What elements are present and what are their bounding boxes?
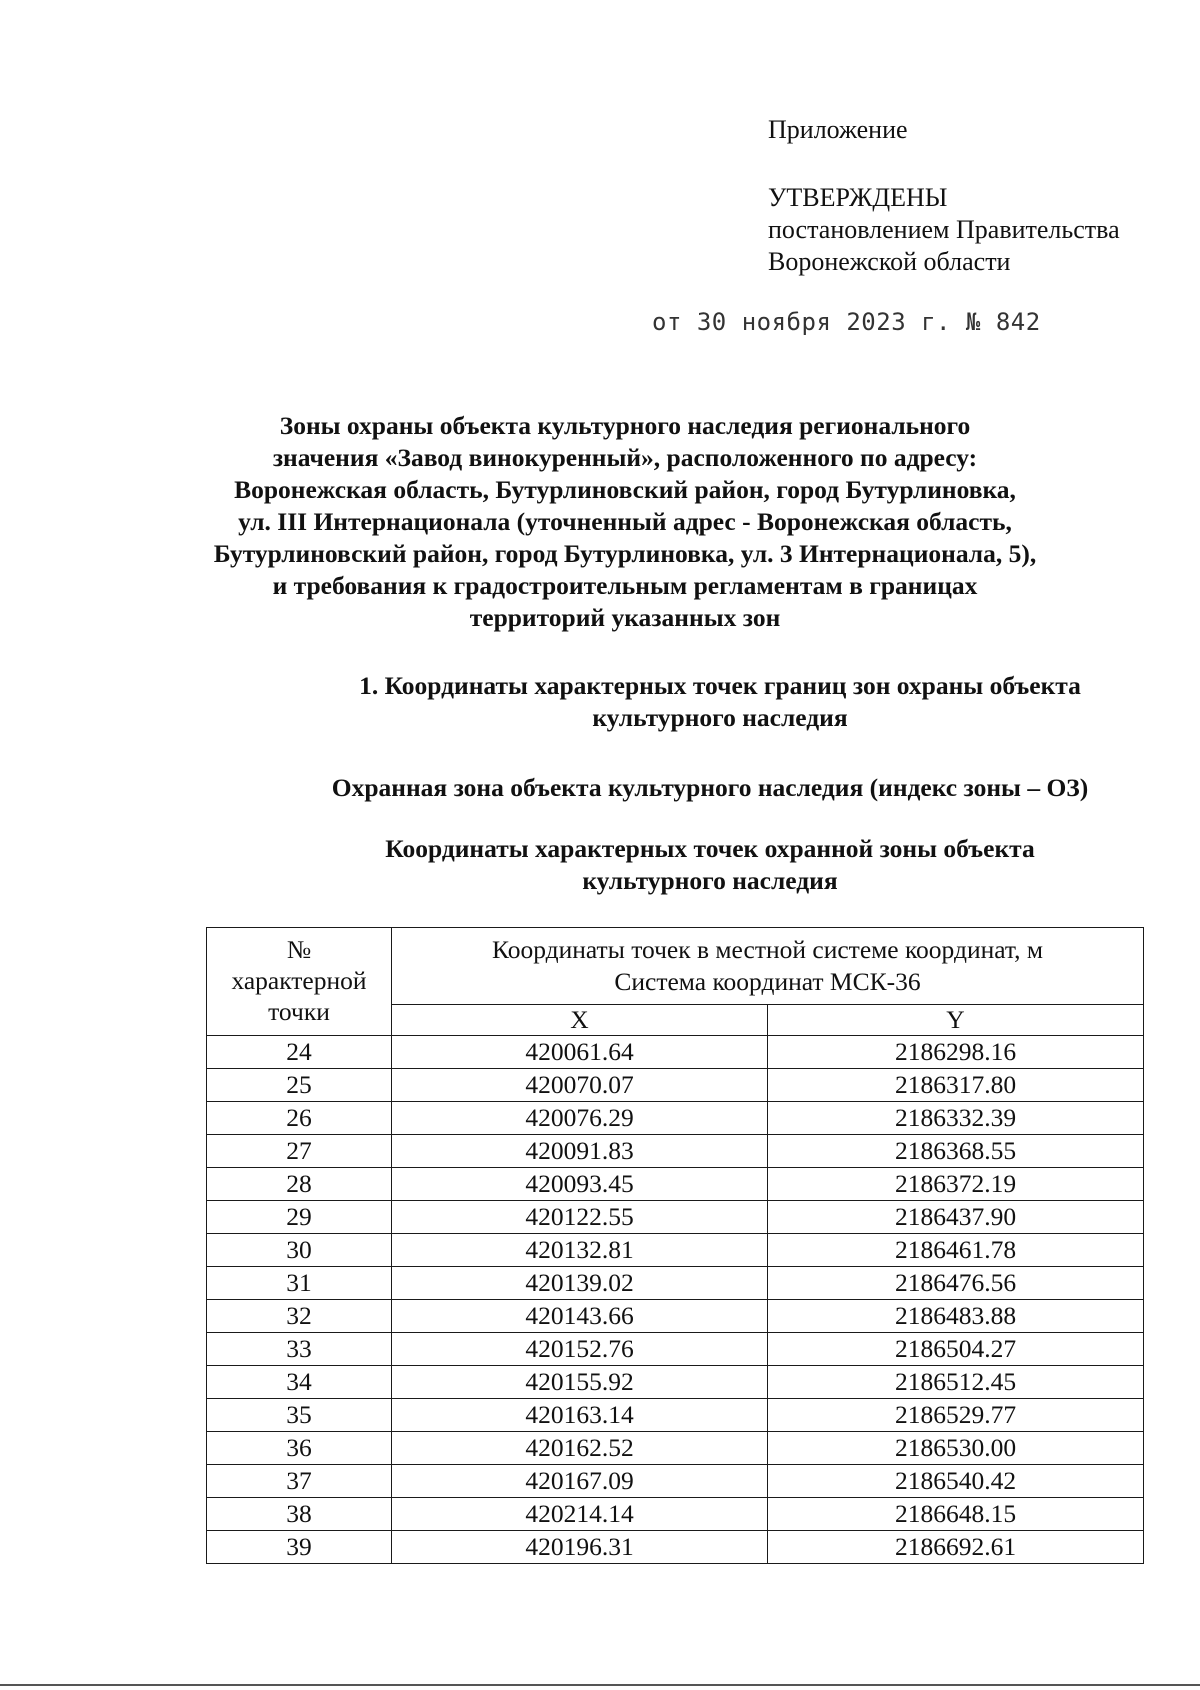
header-coordinates-line: Система координат МСК-36 [614,967,921,996]
table-row [207,1201,1144,1234]
table-caption-line: культурного наследия [582,866,838,895]
approval-block [768,114,1120,278]
x-coordinate-cell: 420139.02 [392,1267,768,1300]
point-number-cell: 39 [207,1531,392,1564]
table-row [207,1168,1144,1201]
point-number-cell: 28 [207,1168,392,1201]
x-coordinate-cell: 420076.29 [392,1102,768,1135]
approved-label: УТВЕРЖДЕНЫ [768,183,948,212]
table-caption-line: Координаты характерных точек охранной зоны объекта [385,834,1035,863]
y-coordinate-cell: 2186530.00 [768,1432,1144,1465]
header-coordinates-line: Координаты точек в местной системе координат, м [491,935,1044,964]
x-coordinate-cell: 420143.66 [392,1300,768,1333]
point-number-cell: 25 [207,1069,392,1102]
table-row [207,1432,1144,1465]
header-y: Y [768,1005,1144,1036]
title-line: значения «Завод винокуренный», расположенного по адресу: [272,443,978,472]
y-coordinate-cell: 2186483.88 [768,1300,1144,1333]
y-coordinate-cell: 2186368.55 [768,1135,1144,1168]
x-coordinate-cell: 420196.31 [392,1531,768,1564]
y-coordinate-cell: 2186317.80 [768,1069,1144,1102]
y-coordinate-cell: 2186512.45 [768,1366,1144,1399]
y-coordinate-cell: 2186372.19 [768,1168,1144,1201]
page-bottom-rule [0,1684,1200,1686]
section-heading [290,670,1150,734]
table-row [207,1366,1144,1399]
header-x: X [392,1005,768,1036]
title-line: территорий указанных зон [469,603,781,632]
y-coordinate-cell: 2186692.61 [768,1531,1144,1564]
title-line: Бутурлиновский район, город Бутурлиновка, ул. 3 Интернационала, 5), [213,539,1037,568]
x-coordinate-cell: 420122.55 [392,1201,768,1234]
approval-line-1: постановлением Правительства [768,215,1120,244]
point-number-cell: 36 [207,1432,392,1465]
y-coordinate-cell: 2186461.78 [768,1234,1144,1267]
y-coordinate-cell: 2186648.15 [768,1498,1144,1531]
y-coordinate-cell: 2186332.39 [768,1102,1144,1135]
table-row [207,1531,1144,1564]
x-coordinate-cell: 420152.76 [392,1333,768,1366]
x-coordinate-cell: 420163.14 [392,1399,768,1432]
table-row [207,1399,1144,1432]
point-number-cell: 27 [207,1135,392,1168]
table-row [207,1069,1144,1102]
header-point-number [207,928,392,1036]
point-number-cell: 30 [207,1234,392,1267]
table-row [207,1333,1144,1366]
table-row [207,1498,1144,1531]
point-number-cell: 37 [207,1465,392,1498]
zone-heading: Охранная зона объекта культурного наследия (индекс зоны – ОЗ) [331,773,1089,802]
appendix-label: Приложение [768,115,908,144]
point-number-cell: 35 [207,1399,392,1432]
point-number-cell: 33 [207,1333,392,1366]
x-coordinate-cell: 420093.45 [392,1168,768,1201]
x-coordinate-cell: 420091.83 [392,1135,768,1168]
x-coordinate-cell: 420132.81 [392,1234,768,1267]
point-number-cell: 34 [207,1366,392,1399]
y-coordinate-cell: 2186476.56 [768,1267,1144,1300]
y-coordinate-cell: 2186540.42 [768,1465,1144,1498]
table-row [207,1267,1144,1300]
table-row [207,1102,1144,1135]
y-coordinate-cell: 2186504.27 [768,1333,1144,1366]
document-title [200,410,1050,634]
point-number-cell: 38 [207,1498,392,1531]
title-line: и требования к градостроительным регламентам в границах [272,571,978,600]
table-row [207,1135,1144,1168]
section-heading-line: 1. Координаты характерных точек границ зон охраны объекта [359,671,1081,700]
table-row [207,1465,1144,1498]
x-coordinate-cell: 420070.07 [392,1069,768,1102]
y-coordinate-cell: 2186437.90 [768,1201,1144,1234]
title-line: ул. III Интернационала (уточненный адрес - Воронежская область, [238,507,1012,536]
x-coordinate-cell: 420061.64 [392,1036,768,1069]
point-number-cell: 26 [207,1102,392,1135]
point-number-cell: 24 [207,1036,392,1069]
section-heading-line: культурного наследия [592,703,848,732]
x-coordinate-cell: 420167.09 [392,1465,768,1498]
approval-date: от 30 ноября 2023 г. № 842 [652,308,1041,336]
title-line: Воронежская область, Бутурлиновский район, город Бутурлиновка, [234,475,1016,504]
table-caption [310,833,1110,897]
header-point-line: характерной [231,966,367,995]
table-row [207,1300,1144,1333]
header-point-line: № [286,935,312,964]
title-line: Зоны охраны объекта культурного наследия регионального [279,411,971,440]
x-coordinate-cell: 420155.92 [392,1366,768,1399]
x-coordinate-cell: 420214.14 [392,1498,768,1531]
approval-line-2: Воронежской области [768,247,1011,276]
table-row [207,1036,1144,1069]
point-number-cell: 31 [207,1267,392,1300]
header-coordinates [392,928,1144,1005]
point-number-cell: 29 [207,1201,392,1234]
header-point-line: точки [268,997,330,1026]
x-coordinate-cell: 420162.52 [392,1432,768,1465]
y-coordinate-cell: 2186298.16 [768,1036,1144,1069]
coordinates-table [206,927,1144,1564]
table-row [207,1234,1144,1267]
y-coordinate-cell: 2186529.77 [768,1399,1144,1432]
point-number-cell: 32 [207,1300,392,1333]
